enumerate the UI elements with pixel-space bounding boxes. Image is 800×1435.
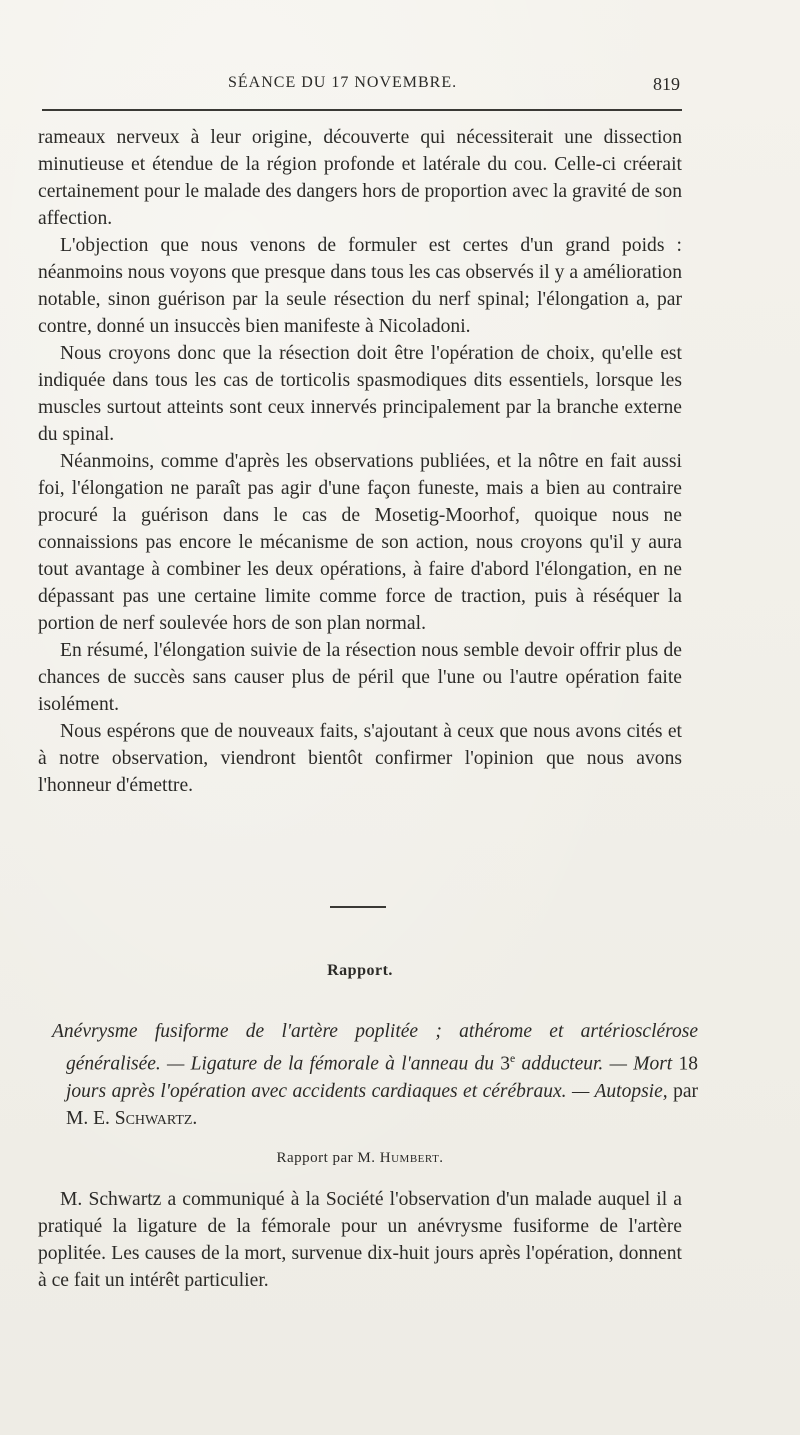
article-title-part: jours après l'opération avec accidents cardiaques et cérébraux. — Autopsie, — [66, 1080, 668, 1102]
report-text — [38, 1186, 682, 1294]
paragraph: Nous croyons donc que la résection doit être l'opération de choix, qu'elle est indiquée dans tous les cas de torticolis spasmodiques dits essentiels, lorsque les muscles surtout atteints sont ceux innervés principalement par la branche externe du spinal. — [38, 343, 682, 445]
section-title: Rapport. — [327, 962, 393, 979]
page-header — [228, 74, 688, 98]
page-number: 819 — [653, 74, 680, 94]
paragraph: Nous espérons que de nouveaux faits, s'ajoutant à ceux que nous avons cités et à notre observation, viendront bientôt confirmer l'opinion que nous avons l'honneur d'émettre. — [38, 721, 682, 796]
article-title — [52, 1018, 698, 1132]
article-title-part: Anévrysme fusiforme de l'artère poplitée ; athérome et artériosclérose généralisée. — Ligature de la fémorale à l'anneau du — [52, 1021, 698, 1075]
article-title-by: par M. E. — [66, 1080, 698, 1129]
article-title-ordinal: 3 — [500, 1053, 511, 1075]
paragraph: M. Schwartz a communiqué à la Société l'observation d'un malade auquel il a pratiqué la ligature de la fémorale pour un anévrysme fusiforme de l'artère poplitée. Les causes de la mort, survenue dix-huit jours après l'opération, donnent à ce fait un intérêt particulier. — [38, 1189, 682, 1291]
article-title-ordinal-suffix: e — [510, 1052, 516, 1065]
running-head: SÉANCE DU 17 NOVEMBRE. — [228, 74, 458, 91]
article-author: Schwartz — [114, 1107, 193, 1129]
reporter-prefix: Rapport par M. — [276, 1150, 380, 1166]
paragraph: L'objection que nous venons de formuler est certes d'un grand poids : néanmoins nous voyons que presque dans tous les cas observés il y a amélioration notable, sinon guérison par la seule résection du nerf spinal; l'élongation a, par contre, donné un insuccès bien manifeste à Nicoladoni. — [38, 235, 682, 337]
article-title-number: 18 — [678, 1053, 698, 1075]
header-rule — [42, 109, 682, 111]
reporter-name: Humbert — [379, 1150, 440, 1166]
body-text — [38, 124, 682, 799]
reporter-line — [0, 1150, 720, 1167]
reporter-suffix: . — [439, 1150, 444, 1166]
paragraph: En résumé, l'élongation suivie de la résection nous semble devoir offrir plus de chances de succès sans causer plus de péril que l'une ou l'autre opération faite isolément. — [38, 640, 682, 715]
article-title-end: . — [192, 1107, 198, 1129]
paragraph: Néanmoins, comme d'après les observations publiées, et la nôtre en fait aussi foi, l'élongation ne paraît pas agir d'une façon funeste, mais a bien au contraire procuré la guérison dans le cas de Mosetig-Moorhof, quoique nous ne connaissions pas encore le mécanisme de son action, nous croyons qu'il y aura tout avantage à combiner les deux opérations, à faire d'abord l'élongation, en ne dépassant pas une certaine limite comme force de traction, puis à réséquer la portion de nerf soulevée hors de son plan normal. — [38, 451, 682, 634]
article-title-part: adducteur. — Mort — [515, 1053, 679, 1075]
paragraph: rameaux nerveux à leur origine, découverte qui nécessiterait une dissection minutieuse et étendue de la région profonde et latérale du cou. Celle-ci créerait certainement pour le malade des dangers hors de proportion avec la gravité de son affection. — [38, 127, 682, 229]
section-separator — [330, 906, 386, 908]
